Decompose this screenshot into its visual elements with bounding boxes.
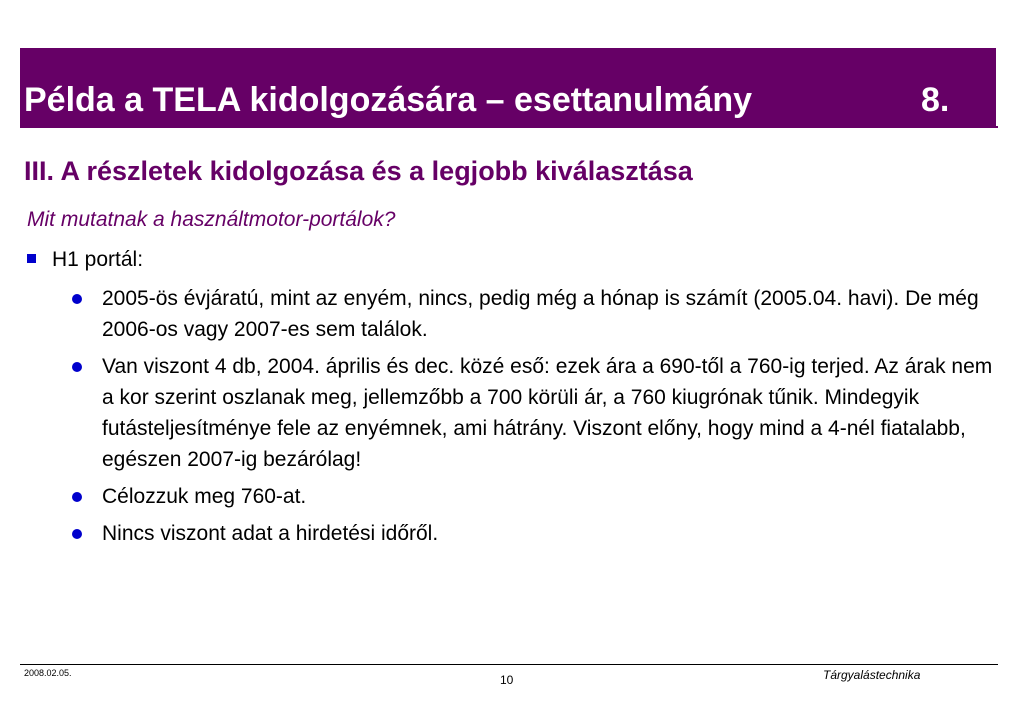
dot-bullet-icon	[72, 492, 82, 502]
list-item	[72, 481, 1002, 512]
slide-number: 8.	[921, 81, 950, 119]
footer-date: 2008.02.05.	[24, 668, 72, 678]
list-item-text: 2005-ös évjáratú, mint az enyém, nincs, pedig még a hónap is számít (2005.04. havi). De még 2006-os vagy 2007-es sem találok.	[102, 287, 979, 341]
square-bullet-icon	[27, 254, 36, 263]
list-item	[72, 283, 1002, 345]
list-item	[72, 518, 1002, 549]
footer-course: Tárgyalástechnika	[823, 668, 921, 682]
level1-label: H1 portál:	[52, 248, 144, 271]
section-question: Mit mutatnak a használtmotor-portálok?	[27, 208, 396, 231]
dot-bullet-icon	[72, 529, 82, 539]
slide-title: Példa a TELA kidolgozására – esettanulmány	[24, 81, 753, 119]
title-underline	[20, 126, 998, 128]
page-number: 10	[500, 673, 514, 687]
dot-bullet-icon	[72, 294, 82, 304]
list-item-text: Célozzuk meg 760-at.	[102, 485, 307, 508]
list-item-text: Van viszont 4 db, 2004. április és dec. közé eső: ezek ára a 690-től a 760-ig terjed. Az árak nem a kor szerint oszlanak meg, jellemzőbb a 700 körüli ár, a 760 kiugrónak tűnik. Mindegyik futásteljesítménye fele az enyémnek, ami hátrány. Viszont előny, hogy mind a 4-nél fiatalabb, egészen 2007-ig bezárólag!	[102, 355, 993, 471]
level1-item	[27, 245, 143, 275]
dot-bullet-icon	[72, 362, 82, 372]
list-item	[72, 351, 1002, 475]
list-item-text: Nincs viszont adat a hirdetési időről.	[102, 522, 439, 545]
sub-list	[72, 283, 1002, 555]
section-subtitle: III. A részletek kidolgozása és a legjobb kiválasztása	[24, 156, 693, 186]
footer-rule	[20, 664, 998, 665]
